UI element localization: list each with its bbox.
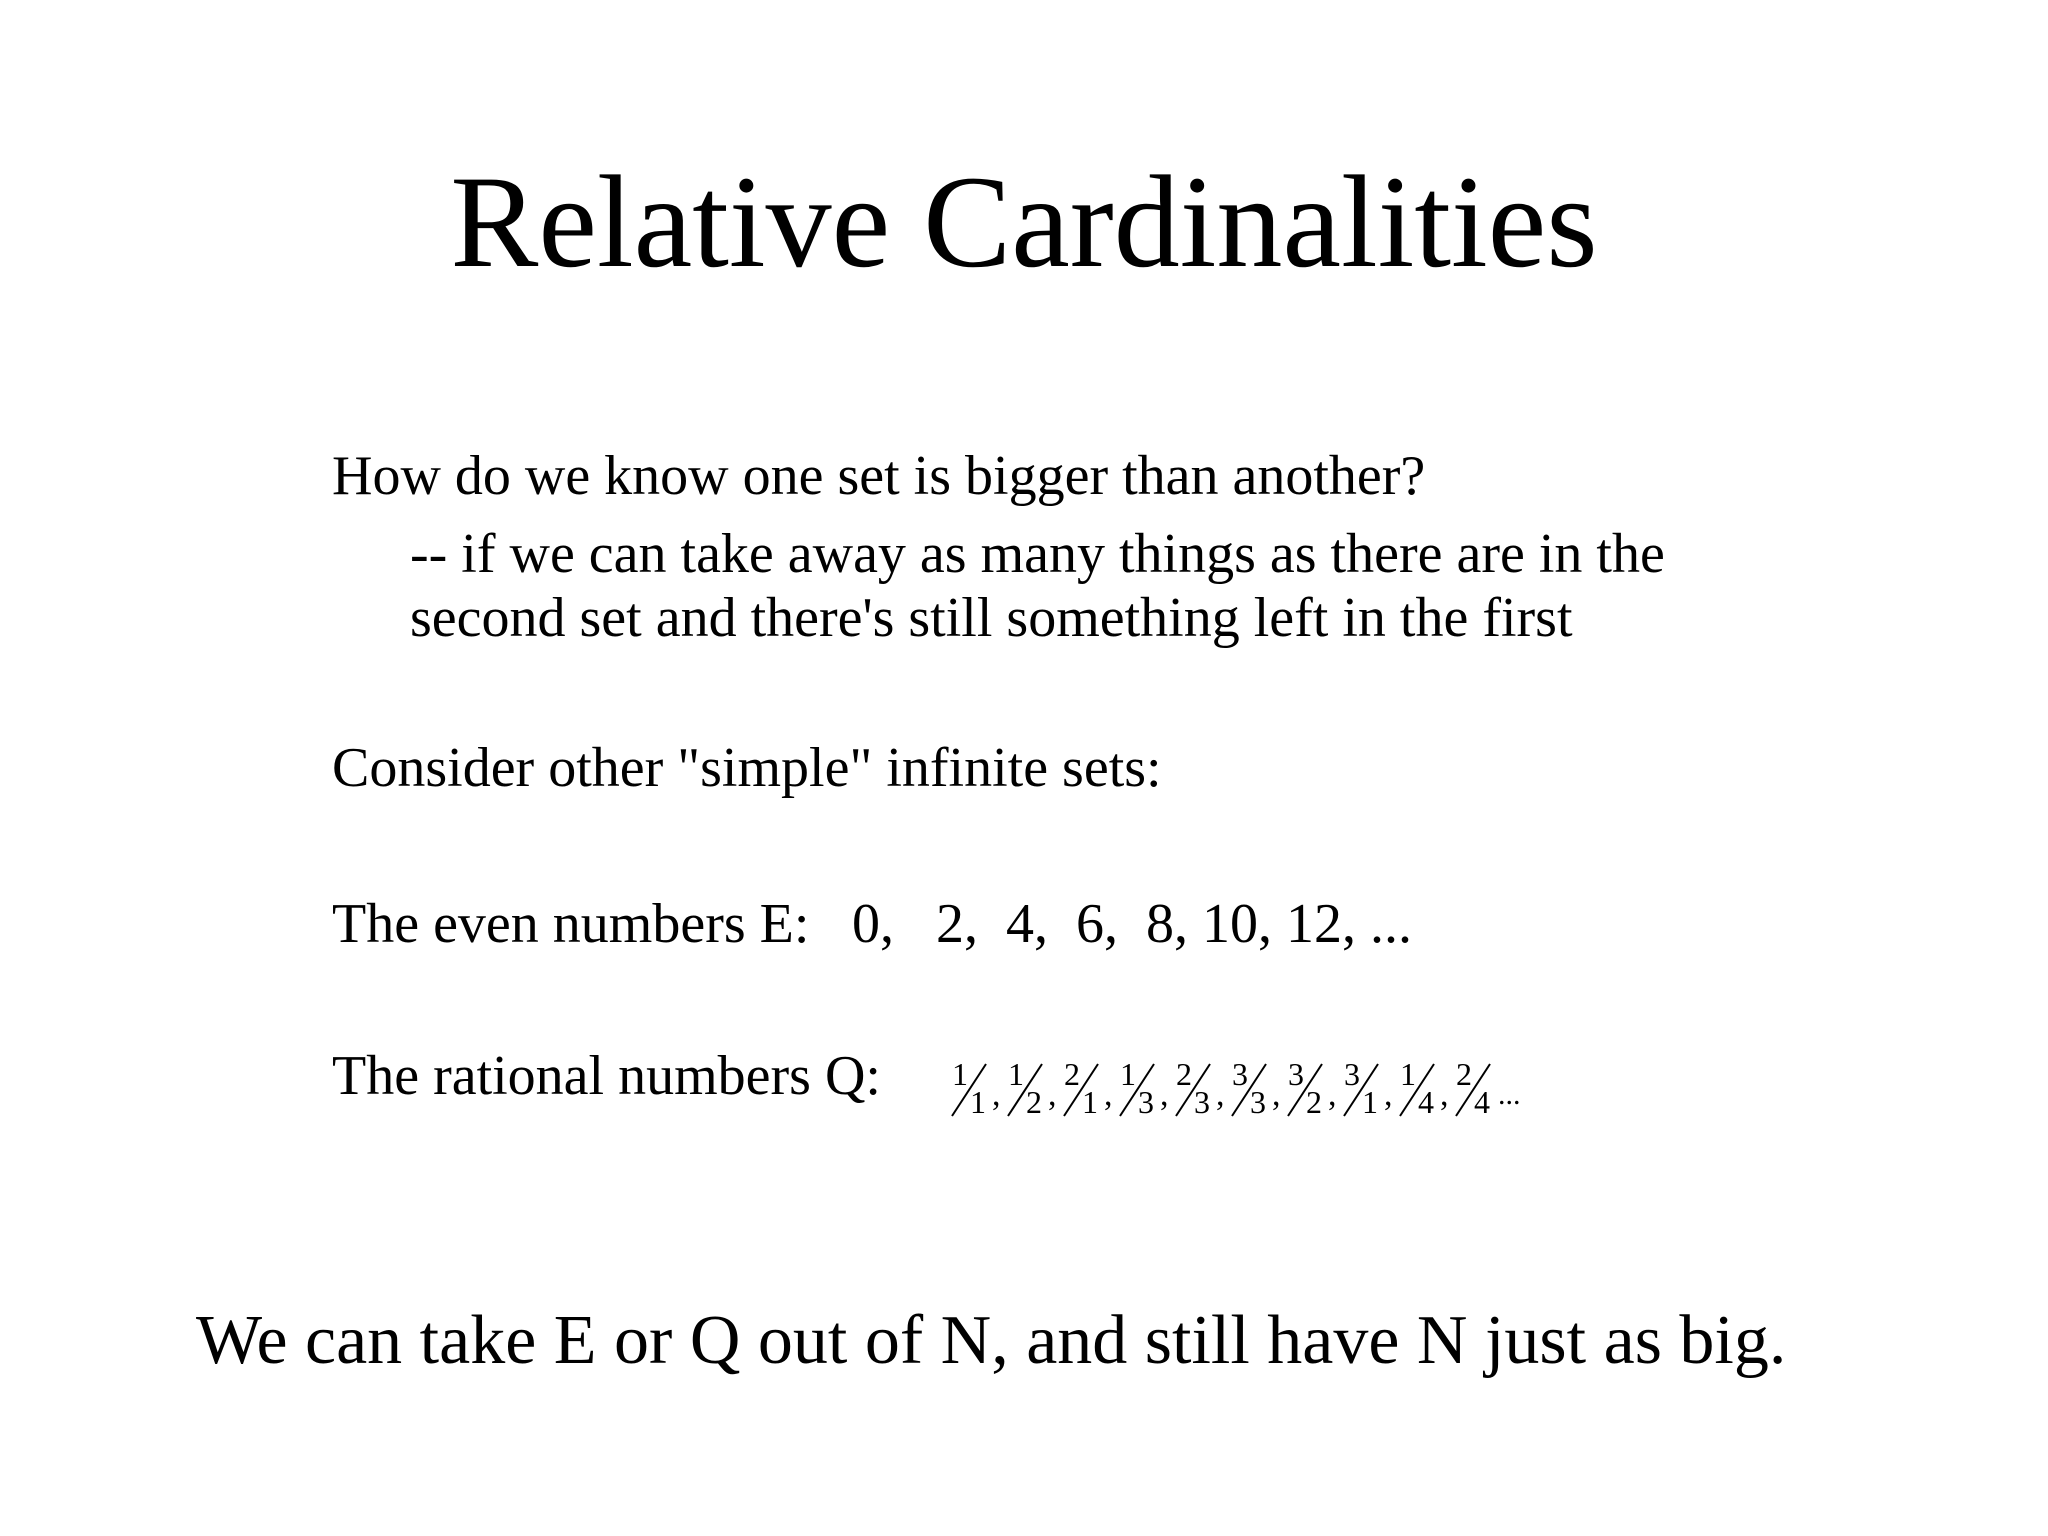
fraction-denominator: 4 xyxy=(1418,1084,1434,1120)
fraction-numerator: 3 xyxy=(1344,1056,1360,1092)
fraction-ellipsis: ... xyxy=(1498,1078,1521,1111)
fraction-denominator: 2 xyxy=(1026,1084,1042,1120)
fraction-separator: , xyxy=(1384,1076,1393,1113)
fraction-separator: , xyxy=(1272,1076,1281,1113)
fraction xyxy=(1284,1058,1328,1118)
fraction xyxy=(1228,1058,1272,1118)
fraction-separator: , xyxy=(1216,1076,1225,1113)
fraction-denominator: 4 xyxy=(1474,1084,1490,1120)
fraction-numerator: 3 xyxy=(1288,1056,1304,1092)
fraction-denominator: 3 xyxy=(1250,1084,1266,1120)
fraction-separator: , xyxy=(1328,1076,1337,1113)
fraction-numerator: 1 xyxy=(952,1056,968,1092)
question-text: How do we know one set is bigger than another? xyxy=(332,445,1426,507)
fraction-separator: , xyxy=(1104,1076,1113,1113)
fraction-denominator: 3 xyxy=(1194,1084,1210,1120)
consider-text: Consider other "simple" infinite sets: xyxy=(332,737,1162,799)
fraction xyxy=(1396,1058,1440,1118)
fraction xyxy=(1116,1058,1160,1118)
answer-line-2: second set and there's still something left in the first xyxy=(410,587,1573,649)
fraction-numerator: 2 xyxy=(1456,1056,1472,1092)
fraction-numerator: 1 xyxy=(1008,1056,1024,1092)
conclusion-text: We can take E or Q out of N, and still have N just as big. xyxy=(196,1302,1787,1379)
fraction xyxy=(948,1058,992,1118)
fraction-separator: , xyxy=(1440,1076,1449,1113)
fraction xyxy=(1452,1058,1496,1118)
rational-numbers-sequence xyxy=(948,1058,1521,1118)
fraction-separator: , xyxy=(992,1076,1001,1113)
fraction xyxy=(1340,1058,1384,1118)
answer-line-1: -- if we can take away as many things as there are in the xyxy=(410,523,1665,585)
fraction-numerator: 1 xyxy=(1120,1056,1136,1092)
fraction xyxy=(1172,1058,1216,1118)
fraction-numerator: 2 xyxy=(1064,1056,1080,1092)
fraction-denominator: 3 xyxy=(1138,1084,1154,1120)
fraction-numerator: 2 xyxy=(1176,1056,1192,1092)
fraction-denominator: 2 xyxy=(1306,1084,1322,1120)
fraction xyxy=(1004,1058,1048,1118)
even-numbers-label: The even numbers E: xyxy=(332,893,810,955)
fraction-numerator: 1 xyxy=(1400,1056,1416,1092)
rational-numbers-label: The rational numbers Q: xyxy=(332,1045,881,1107)
fraction xyxy=(1060,1058,1104,1118)
fraction-denominator: 1 xyxy=(1362,1084,1378,1120)
even-numbers-sequence: 0, 2, 4, 6, 8, 10, 12, ... xyxy=(852,893,1412,955)
fraction-denominator: 1 xyxy=(970,1084,986,1120)
fraction-numerator: 3 xyxy=(1232,1056,1248,1092)
fraction-denominator: 1 xyxy=(1082,1084,1098,1120)
slide-title: Relative Cardinalities xyxy=(450,148,1598,295)
fraction-separator: , xyxy=(1160,1076,1169,1113)
fraction-separator: , xyxy=(1048,1076,1057,1113)
